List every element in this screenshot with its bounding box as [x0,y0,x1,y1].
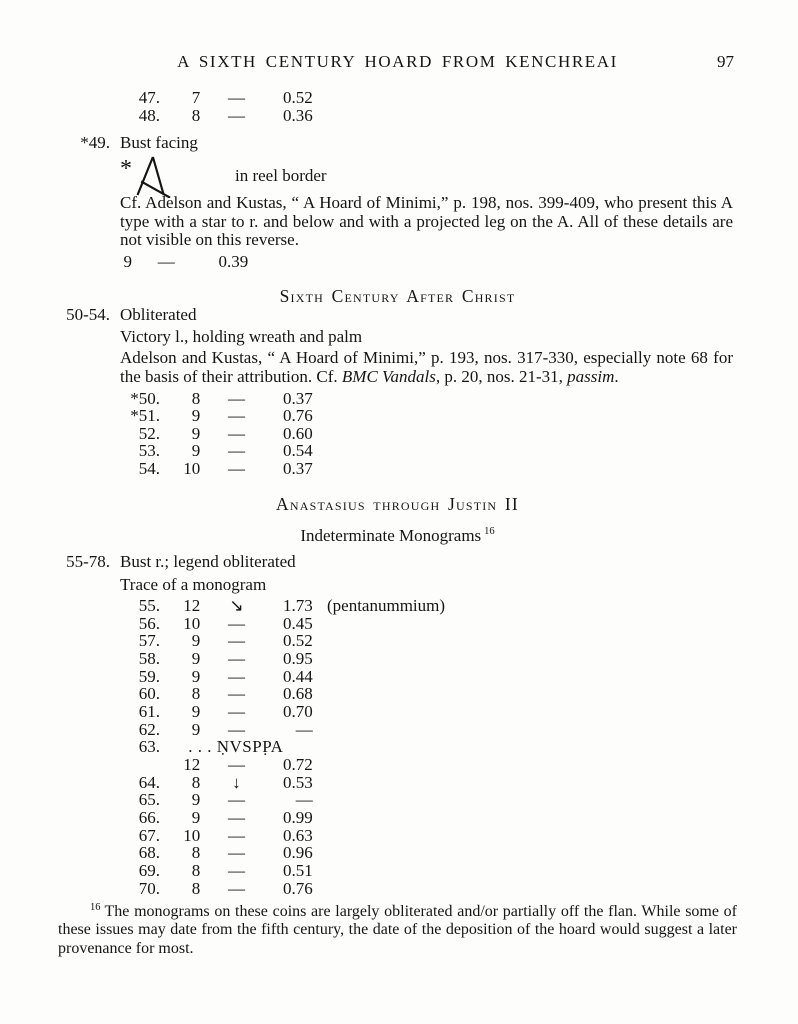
subheading-text: Indeterminate Monograms [300,526,482,545]
coin-weight: 0.99 [283,807,313,827]
coin-die-axis: 8 [191,843,201,863]
coin-number: 53. [138,441,160,461]
coin-row [58,407,313,424]
coin-weight: 0.45 [283,613,313,633]
coin-weight: 0.52 [283,88,313,107]
footnote-marker: 16 [90,901,101,913]
coin-number: 67. [138,825,160,845]
coin-axis-symbol: ↘ [229,596,244,615]
coin-row [58,460,313,477]
coin-axis-symbol: — [228,719,245,739]
coin-row [58,862,445,880]
section-heading-anastasius: Anastasius through Justin II [276,494,519,514]
coin-axis-symbol: — [228,825,245,845]
coin-axis-symbol: ↓ [232,772,241,792]
coin-die-axis: 12 [183,596,201,615]
coin-number: 68. [138,843,160,863]
coin-weight: — [295,790,313,810]
coin-row [58,721,445,739]
coin-row [58,668,445,686]
coin-row [58,844,445,862]
footnote-reference-mark: 16 [484,526,495,538]
coin-die-axis: 9 [191,807,201,827]
monogram-caption: in reel border [235,166,327,185]
entry-number: 50-54. [66,305,110,324]
coin-die-axis: 9 [123,252,132,271]
coin-weight: 0.37 [283,389,313,408]
coin-die-axis: 9 [191,666,201,686]
entry-description: Bust facing [120,133,198,152]
note-italic-text: BMC Vandals [341,366,436,386]
coin-rows-50-54 [58,390,313,477]
coin-number: *50. [130,389,160,408]
entry-50-54-header [58,305,196,325]
coin-weight: 0.60 [283,423,313,443]
coin-weight: 0.37 [283,458,313,478]
entry-description: Obliterated [120,305,197,324]
entry-49-header [58,133,198,153]
coin-note: (pentanummium) [327,596,446,615]
entry-49-coin-row [120,252,248,272]
coin-weight: 1.73 [283,596,313,615]
coin-weight: 0.95 [283,648,313,668]
coin-number: 52. [138,423,160,443]
coin-row [58,738,445,756]
coin-row [58,89,313,107]
coin-number: 70. [138,878,160,898]
coin-number: 62. [138,719,160,739]
coin-weight: 0.52 [283,631,313,651]
coin-die-axis: 12 [183,754,201,774]
coin-row [58,774,445,792]
coin-number: 56. [138,613,160,633]
note-text: . [614,366,619,386]
coin-axis-symbol: — [228,648,245,668]
coin-die-axis: 10 [183,613,201,633]
coin-row [58,756,445,774]
note-text: Adelson and Kustas, “ A Hoard of Minimi,” p. 193, nos. 317-330, especially note 68 for the basis of their attribution. Cf. [120,348,733,386]
coin-row [58,107,313,125]
coin-axis-symbol: — [228,860,245,880]
coin-die-axis: 8 [191,860,201,880]
coin-weight: 0.76 [283,406,313,426]
coin-number: 64. [138,772,160,792]
note-text: , p. 20, nos. 21-31, [435,366,568,386]
coin-row [58,442,313,459]
coin-axis-symbol: — [228,389,245,408]
entry-description: Bust r.; legend obliterated [120,552,296,571]
coin-die-axis: 9 [191,631,201,651]
entry-49-monogram-figure [120,154,327,198]
coin-weight: 0.63 [283,825,313,845]
coin-weight: 0.68 [283,684,313,704]
entry-55-78-type-description: Trace of a monogram [120,575,267,594]
coin-axis-symbol: — [228,790,245,810]
coin-weight: 0.54 [283,441,313,461]
coin-number: 55. [138,596,160,615]
coin-row [58,632,445,650]
coin-die-axis: 9 [191,423,201,443]
coin-die-axis: 8 [191,772,201,792]
coin-weight: 0.39 [218,252,249,271]
coin-axis-symbol: — [228,88,245,107]
entry-50-54-type-description: Victory l., holding wreath and palm [120,327,363,346]
coin-die-axis: 9 [191,790,201,810]
coin-die-axis: 9 [191,441,201,461]
coin-axis-symbol: — [228,701,245,721]
coin-number: 60. [138,684,160,704]
coin-row [58,827,445,845]
footnote-text: The monograms on these coins are largely obliterated and/or partially off the flan. While some of these issues may date from the fifth century, the date of the deposition of the hoard would suggest a later provenance for most. [58,903,737,957]
coin-weight: — [295,719,313,739]
entry-50-54-note [120,349,733,386]
coin-die-axis: 9 [191,719,201,739]
coin-axis-symbol: — [228,684,245,704]
running-head-title: A SIXTH CENTURY HOARD FROM KENCHREAI [177,52,618,71]
coin-number: 61. [138,701,160,721]
footnote-16 [58,903,737,958]
coin-die-axis: 8 [191,389,201,408]
coin-axis-symbol: — [228,754,245,774]
coin-rows-55-70 [58,597,445,897]
coin-rows-47-48 [58,89,313,125]
coin-weight: 0.76 [283,878,313,898]
coin-weight: 0.70 [283,701,313,721]
coin-weight: 0.44 [283,666,313,686]
coin-number: 47. [138,88,160,107]
coin-die-axis: 8 [191,684,201,704]
coin-axis-symbol: — [228,423,245,443]
coin-row [58,425,313,442]
coin-row [58,650,445,668]
coin-number: 69. [138,860,160,880]
coin-row [58,791,445,809]
coin-axis-symbol: — [228,458,245,478]
coin-row [58,685,445,703]
coin-axis-symbol: — [228,807,245,827]
subheading-indeterminate-monograms [58,526,737,546]
coin-number: 63. [138,737,160,757]
monogram-star: * [120,156,132,182]
coin-number: 54. [138,458,160,478]
coin-number: 65. [138,790,160,810]
coin-axis-symbol: — [228,843,245,863]
coin-number: 58. [138,648,160,668]
coin-die-axis: 10 [183,825,201,845]
coin-axis-symbol: — [228,441,245,461]
coin-axis-symbol: — [228,878,245,898]
coin-die-axis: 8 [191,878,201,898]
coin-row [58,390,313,407]
coin-number: 57. [138,631,160,651]
coin-number: 59. [138,666,160,686]
coin-row [58,880,445,898]
coin-axis-symbol: — [228,406,245,426]
coin-row [58,703,445,721]
coin-number: *51. [130,406,160,426]
note-italic-text: passim [567,366,615,386]
coin-die-axis: 10 [183,458,201,478]
coin-axis-symbol: — [157,252,175,271]
coin-weight: 0.72 [283,754,313,774]
coin-row [58,615,445,633]
coin-axis-symbol: — [228,106,245,125]
monogram-A-icon [133,154,171,198]
coin-axis-symbol: — [228,613,245,633]
coin-number: 66. [138,807,160,827]
coin-weight: 0.96 [283,843,313,863]
coin-weight: 0.51 [283,860,313,880]
entry-49-note: Cf. Adelson and Kustas, “ A Hoard of Minimi,” p. 198, nos. 399-409, who present this A type with a star to r. and below and with a projected leg on the A. All of these details are not visible on this reverse. [120,193,733,250]
coin-axis-symbol: — [228,631,245,651]
coin-die-axis: 9 [191,701,201,721]
coin-row [58,809,445,827]
coin-die-axis: 9 [191,406,201,426]
coin-row [58,597,445,615]
section-heading-sixth-century: Sixth Century After Christ [279,286,516,306]
coin-number: 48. [138,106,160,125]
page-number: 97 [717,52,734,71]
coin-die-axis: 8 [191,106,201,125]
entry-55-78-header [58,552,296,572]
coin-die-axis: 7 [191,88,201,107]
coin-die-axis: 9 [191,648,201,668]
coin-axis-symbol: — [228,666,245,686]
coin-inscription: . . . ṆVSPP̣A [188,737,284,757]
coin-weight: 0.53 [283,772,313,792]
entry-number: 55-78. [66,552,110,571]
coin-weight: 0.36 [283,106,313,125]
entry-number: *49. [80,133,110,152]
